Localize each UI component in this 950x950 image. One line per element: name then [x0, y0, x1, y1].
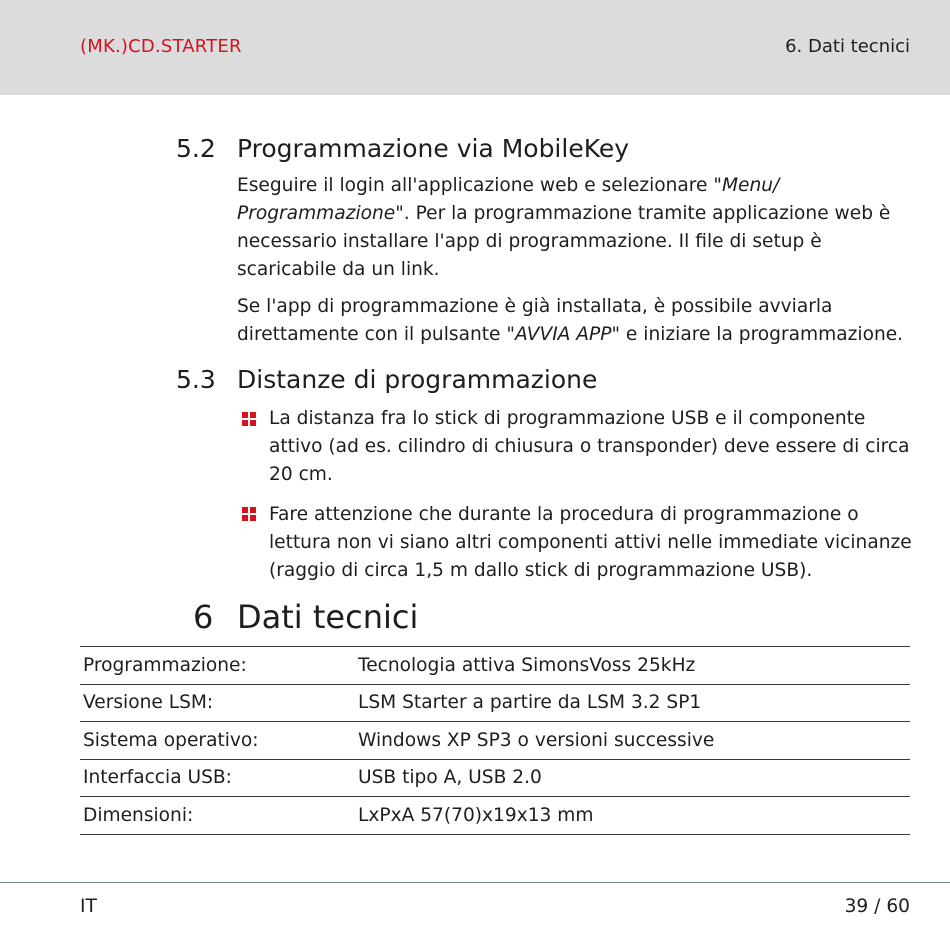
specs-table: [80, 646, 910, 835]
table-row: [80, 684, 910, 722]
bullet-item: La distanza fra lo stick di programmazione USB e il componente attivo (ad es. cilindro di chiusura o transponder) deve essere di circa 20 cm.: [269, 408, 910, 485]
table-row: [80, 722, 910, 760]
table-row: [80, 647, 910, 685]
page-header: [0, 0, 950, 95]
section-number-5-3: 5.3: [176, 365, 216, 394]
spec-key: Programmazione:: [80, 647, 355, 685]
spec-value: Tecnologia attiva SimonsVoss 25kHz: [355, 647, 910, 685]
footer-language: IT: [80, 896, 97, 917]
chapter-title-6: Dati tecnici: [237, 598, 419, 636]
spec-key: Interfaccia USB:: [80, 759, 355, 797]
table-row: [80, 759, 910, 797]
spec-value: LxPxA 57(70)x19x13 mm: [355, 797, 910, 835]
section-number-5-2: 5.2: [176, 134, 216, 163]
spec-value: LSM Starter a partire da LSM 3.2 SP1: [355, 684, 910, 722]
section-title-5-3: Distanze di programmazione: [237, 365, 598, 394]
bullet-icon: [242, 412, 256, 426]
bullet-icon: [242, 507, 256, 521]
chapter-title: 6. Dati tecnici: [785, 36, 910, 57]
spec-value: USB tipo A, USB 2.0: [355, 759, 910, 797]
product-name: (MK.)CD.STARTER: [80, 36, 242, 57]
section-title-5-2: Programmazione via MobileKey: [237, 134, 630, 163]
page-number: 39 / 60: [844, 896, 910, 917]
spec-key: Dimensioni:: [80, 797, 355, 835]
paragraph-5-2-2: Se l'app di programmazione è già installata, è possibile avviarla direttamente con il pulsante "AVVIA APP" e iniziare la programmazione.: [237, 296, 904, 345]
table-row: [80, 797, 910, 835]
spec-key: Sistema operativo:: [80, 722, 355, 760]
chapter-number-6: 6: [193, 598, 214, 636]
spec-key: Versione LSM:: [80, 684, 355, 722]
spec-value: Windows XP SP3 o versioni successive: [355, 722, 910, 760]
paragraph-5-2-1: Eseguire il login all'applicazione web e selezionare "Menu/ Programmazione". Per la programmazione tramite applicazione web è necessario installare l'app di programmazione. Il file di setup è scaricabile da un link.: [237, 175, 891, 280]
bullet-item: Fare attenzione che durante la procedura di programmazione o lettura non vi siano altri componenti attivi nelle immediate vicinanze (raggio di circa 1,5 m dallo stick di programmazione USB).: [269, 504, 912, 581]
footer-divider: [0, 882, 950, 883]
